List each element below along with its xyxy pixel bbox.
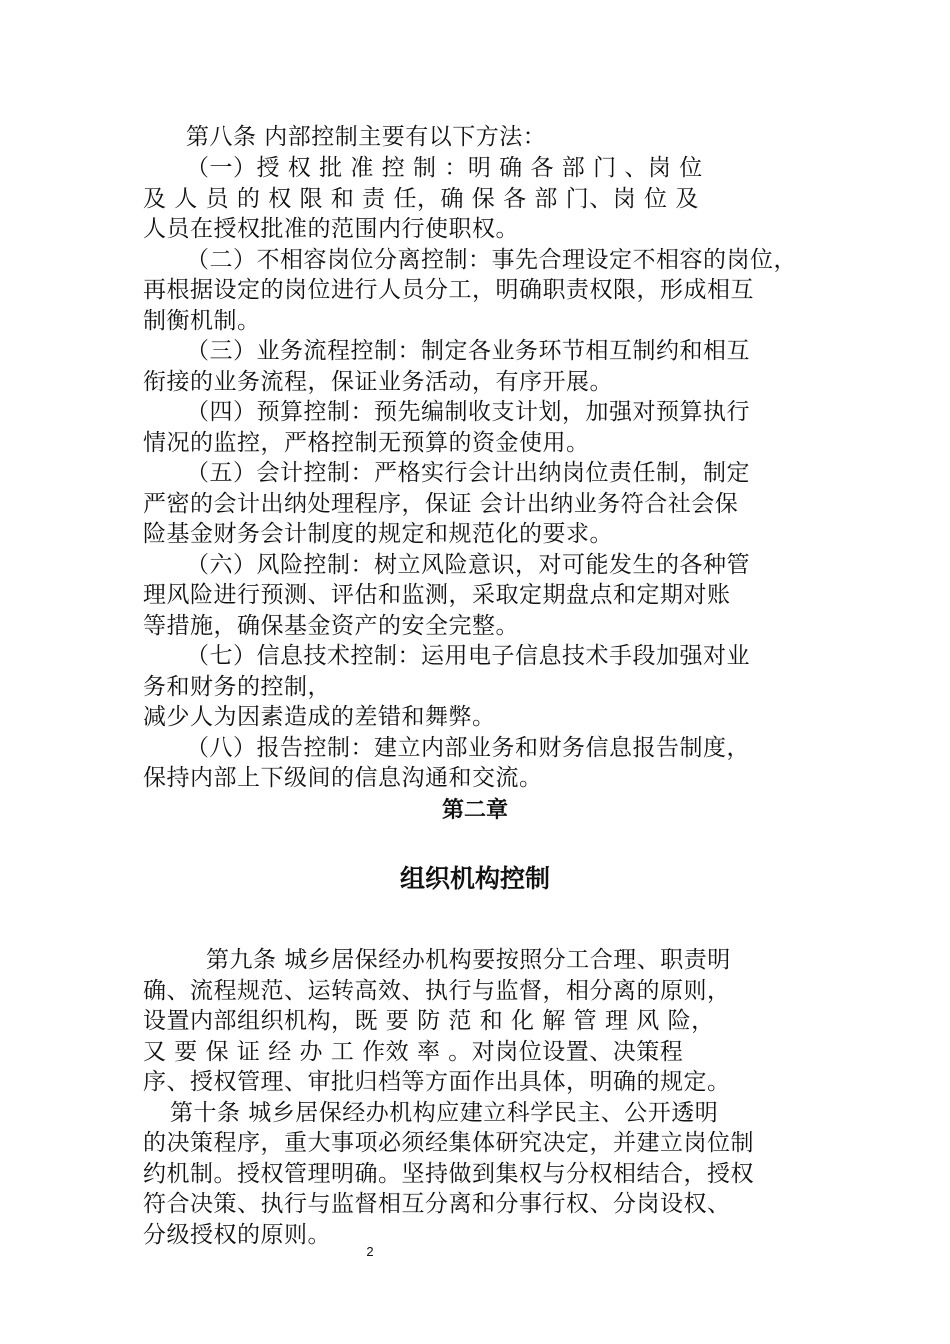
article8-line: 严密的会计出纳处理程序，保证 会计出纳业务符合社会保 <box>143 491 739 517</box>
article8-line: （二）不相容岗位分离控制：事先合理设定不相容的岗位， <box>186 247 797 273</box>
article8-line: （四）预算控制：预先编制收支计划，加强对预算执行 <box>186 399 750 425</box>
article8-line: （五）会计控制：严格实行会计出纳岗位责任制，制定 <box>186 460 750 486</box>
article8-line: 人员在授权批准的范围内行使职权。 <box>143 216 519 242</box>
article8-line: （七）信息技术控制：运用电子信息技术手段加强对业 <box>186 643 750 669</box>
article8-line: （一）授 权 批 准 控 制 ：明 确 各 部 门 、岗 位 <box>186 155 703 181</box>
chapter-title: 组织机构控制 <box>399 864 550 893</box>
article8-line: 第八条 内部控制主要有以下方法： <box>186 124 547 150</box>
article10-line: 约机制。授权管理明确。坚持做到集权与分权相结合，授权 <box>143 1161 754 1187</box>
article8-line: 减少人为因素造成的差错和舞弊。 <box>143 704 496 730</box>
article8-line: 制衡机制。 <box>143 308 261 334</box>
article8-line: 及 人 员 的 权 限 和 责 任，确 保 各 部 门、岗 位 及 <box>143 186 699 212</box>
article8-line: （六）风险控制：树立风险意识，对可能发生的各种管 <box>186 552 750 578</box>
article8-line: 等措施，确保基金资产的安全完整。 <box>143 613 519 639</box>
article8-line: 险基金财务会计制度的规定和规范化的要求。 <box>143 521 613 547</box>
article10-line: 符合决策、执行与监督相互分离和分事行权、分岗设权、 <box>143 1191 731 1217</box>
article9-line: 设置内部组织机构，既 要 防 范 和 化 解 管 理 风 险， <box>143 1008 715 1034</box>
page-number: 2 <box>366 1244 374 1259</box>
article8-line: 务和财务的控制， <box>143 674 331 700</box>
article8-line: （八）报告控制：建立内部业务和财务信息报告制度， <box>186 735 750 761</box>
article9-line: 序、授权管理、审批归档等方面作出具体，明确的规定。 <box>143 1069 731 1095</box>
article10-line: 分级授权的原则。 <box>143 1222 331 1248</box>
article9-line: 第九条 城乡居保经办机构要按照分工合理、职责明 <box>206 947 731 973</box>
article8-line: 保持内部上下级间的信息沟通和交流。 <box>143 765 543 791</box>
article8-line: 理风险进行预测、评估和监测，采取定期盘点和定期对账 <box>143 582 731 608</box>
article8-line: 情况的监控，严格控制无预算的资金使用。 <box>143 430 590 456</box>
article8-line: 再根据设定的岗位进行人员分工，明确职责权限，形成相互 <box>143 277 754 303</box>
article8-line: （三）业务流程控制：制定各业务环节相互制约和相互 <box>186 338 750 364</box>
article9-line: 又 要 保 证 经 办 工 作效 率 。对岗位设置、决策程 <box>143 1039 684 1065</box>
chapter-number: 第二章 <box>441 798 508 823</box>
article9-line: 确、流程规范、运转高效、执行与监督，相分离的原则， <box>143 978 731 1004</box>
article10-line: 的决策程序，重大事项必须经集体研究决定，并建立岗位制 <box>143 1130 754 1156</box>
article8-line: 衔接的业务流程，保证业务活动，有序开展。 <box>143 369 613 395</box>
article10-line: 第十条 城乡居保经办机构应建立科学民主、公开透明 <box>170 1100 719 1126</box>
